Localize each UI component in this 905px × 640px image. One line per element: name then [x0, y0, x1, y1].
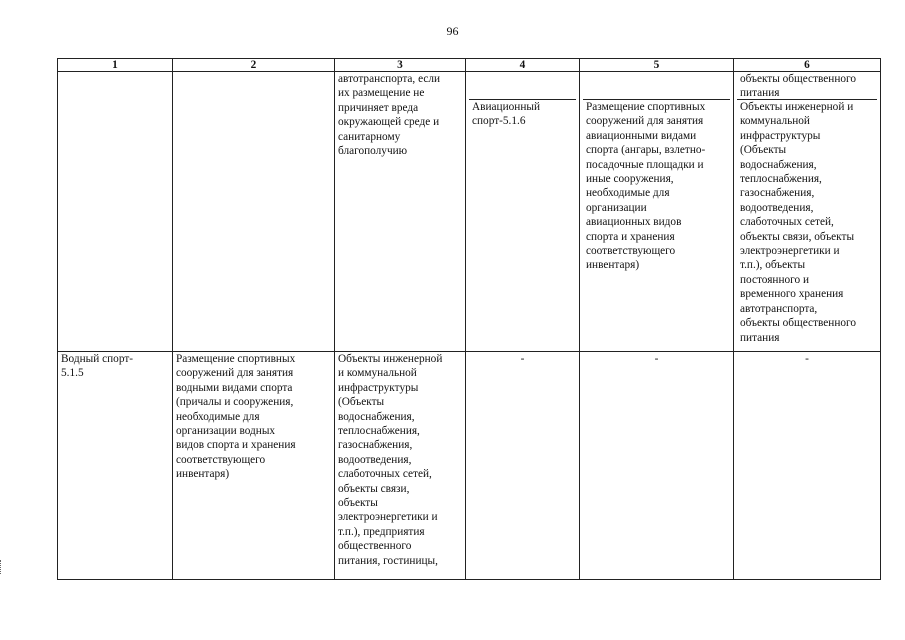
column-header-4: 4 — [466, 59, 580, 72]
use-type-cell: Авиационный спорт-5.1.6 — [472, 101, 541, 128]
page-number: 96 — [446, 24, 459, 38]
column-header-6: 6 — [734, 59, 881, 72]
column-header-1: 1 — [58, 59, 173, 72]
table-cell: автотранспорта, если их размещение не причиняет вреда окружающей среде и санитарному благополучию — [335, 72, 466, 352]
column-header-5: 5 — [580, 59, 734, 72]
header-row — [58, 59, 881, 72]
column-header-3: 3 — [335, 59, 466, 72]
continued-cell — [583, 72, 730, 100]
continued-cell: объекты общественного питания — [737, 72, 877, 100]
split-cell — [580, 72, 734, 352]
empty-dash-cell: - — [466, 352, 580, 580]
column-header-2: 2 — [173, 59, 335, 72]
table-cell — [173, 72, 335, 352]
zoning-table — [57, 58, 881, 580]
continued-cell — [469, 72, 576, 100]
use-type-cell: Водный спорт- 5.1.5 — [58, 352, 173, 580]
auxiliary-use-cell: Объекты инженерной и коммунальной инфраструктуры (Объекты водоснабжения, теплоснабжения, газоснабжения, водоотведения, слаботочных сетей, объекты связи, объекты электроэнергетики и т.п.), объекты постоянного и временного хранения автотранспорта, объекты общественного питания — [740, 101, 857, 344]
table-cell — [58, 72, 173, 352]
empty-dash-cell: - — [580, 352, 734, 580]
empty-dash-cell: - — [734, 352, 881, 580]
description-cell: Размещение спортивных сооружений для занятия водными видами спорта (причалы и сооружения, необходимые для организации водных видов спорта и хранения соответствующего инвентаря) — [173, 352, 335, 580]
split-cell — [734, 72, 881, 352]
description-cell: Размещение спортивных сооружений для занятия авиационными видами спорта (ангары, взлетно- посадочные площадки и иные сооружения, необходимые для организации авиационных видов спорта и хранения соответствующего инвентаря) — [586, 101, 706, 272]
scan-edge-mark — [0, 560, 4, 574]
auxiliary-use-cell: Объекты инженерной и коммунальной инфраструктуры (Объекты водоснабжения, теплоснабжения, газоснабжения, водоотведения, слаботочных сетей, объекты связи, объекты электроэнергетики и т.п.), предприятия общественного питания, гостиницы, — [335, 352, 466, 580]
table-row — [58, 352, 881, 580]
split-cell — [466, 72, 580, 352]
table-row — [58, 72, 881, 352]
